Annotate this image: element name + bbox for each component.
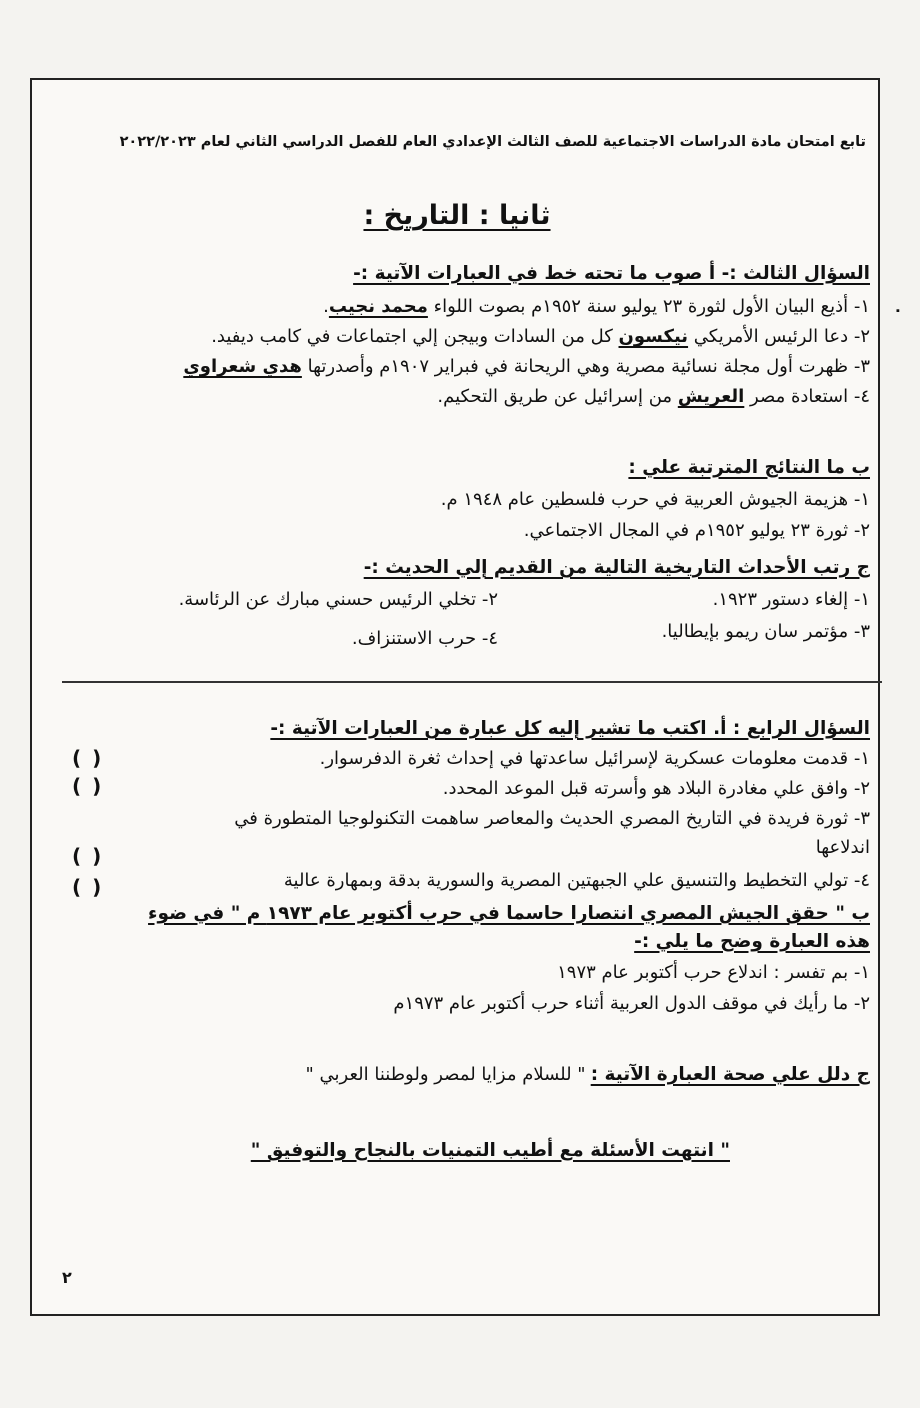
q4-part-a-title: السؤال الرابع : أ. اكتب ما تشير إليه كل عبارة من العبارات الآتية :-	[270, 718, 870, 739]
q3-c-item-4: ٤- حرب الاستنزاف.	[351, 628, 498, 649]
q4-b-item-2: ٢- ما رأيك في موقف الدول العربية أثناء حرب أكتوبر عام ١٩٧٣م	[393, 993, 870, 1014]
section-divider	[62, 681, 882, 683]
exam-page	[30, 78, 880, 1316]
closing-note: " انتهت الأسئلة مع أطيب التمنيات بالنجاح والتوفيق "	[250, 1140, 730, 1161]
answer-blank-1[interactable]: ( )	[72, 746, 104, 770]
page-number: ٢	[62, 1268, 72, 1287]
q4-part-c-title: ج دلل علي صحة العبارة الآتية :	[590, 1064, 870, 1085]
q4-item-1: ١- قدمت معلومات عسكرية لإسرائيل ساعدتها في إحداث ثغرة الدفرسوار.	[319, 748, 870, 769]
q4-item-4: ٤- تولي التخطيط والتنسيق علي الجبهتين المصرية والسورية بدقة وبمهارة عالية	[283, 870, 870, 891]
q3-part-c-title: ج رتب الأحداث التاريخية التالية من القديم إلي الحديث :-	[363, 557, 870, 578]
exam-header: تابع امتحان مادة الدراسات الاجتماعية للصف الثالث الإعدادي العام للفصل الدراسي الثاني لعام ٢٠٢٢/٢٠٢٣	[119, 134, 866, 150]
q3-item-3: ٣- ظهرت أول مجلة نسائية مصرية وهي الريحانة في فبراير ١٩٠٧م وأصدرتها هدي شعراوي	[183, 356, 870, 377]
q3-item-2: ٢- دعا الرئيس الأمريكي نيكسون كل من السادات وبيجن إلي اجتماعات في كامب ديفيد.	[211, 326, 870, 347]
q3-b-item-1: ١- هزيمة الجيوش العربية في حرب فلسطين عام ١٩٤٨ م.	[440, 489, 870, 510]
q3-item-1: ١- أذيع البيان الأول لثورة ٢٣ يوليو سنة ١٩٥٢م بصوت اللواء محمد نجيب.	[323, 296, 870, 317]
answer-blank-2[interactable]: ( )	[72, 774, 104, 798]
section-title: ثانيا : التاريخ :	[363, 200, 551, 231]
answer-blank-3[interactable]: ( )	[72, 844, 104, 868]
q3-b-item-2: ٢- ثورة ٢٣ يوليو ١٩٥٢م في المجال الاجتماعي.	[523, 520, 870, 541]
q3-c-item-3: ٣- مؤتمر سان ريمو بإيطاليا.	[661, 621, 870, 642]
q3-item-4: ٤- استعادة مصر العريش من إسرائيل عن طريق التحكيم.	[437, 386, 870, 407]
q4-b-item-1: ١- بم تفسر : اندلاع حرب أكتوبر عام ١٩٧٣	[557, 962, 870, 983]
q4-part-c-quote: " للسلام مزايا لمصر ولوطننا العربي "	[305, 1064, 586, 1085]
q4-item-3: ٣- ثورة فريدة في التاريخ المصري الحديث والمعاصر ساهمت التكنولوجيا المتطورة في	[234, 808, 870, 829]
q3-part-a-title: السؤال الثالث :- أ صوب ما تحته خط في العبارات الآتية :-	[353, 263, 870, 284]
q4-part-c	[306, 1064, 870, 1085]
margin-mark: ٠	[893, 300, 903, 319]
q3-part-b-title: ب ما النتائج المترتبة علي :	[628, 457, 870, 478]
q4-part-b-title-cont: هذه العبارة وضح ما يلي :-	[634, 931, 870, 952]
q4-item-3-cont: اندلاعها	[815, 837, 870, 858]
q4-item-2: ٢- وافق علي مغادرة البلاد هو وأسرته قبل الموعد المحدد.	[442, 778, 870, 799]
q3-c-item-2: ٢- تخلي الرئيس حسني مبارك عن الرئاسة.	[178, 589, 498, 610]
answer-blank-4[interactable]: ( )	[72, 875, 104, 899]
q3-c-item-1: ١- إلغاء دستور ١٩٢٣.	[712, 589, 870, 610]
q4-part-b-title: ب " حقق الجيش المصري انتصارا حاسما في حرب أكتوبر عام ١٩٧٣ م " في ضوء	[148, 903, 870, 924]
